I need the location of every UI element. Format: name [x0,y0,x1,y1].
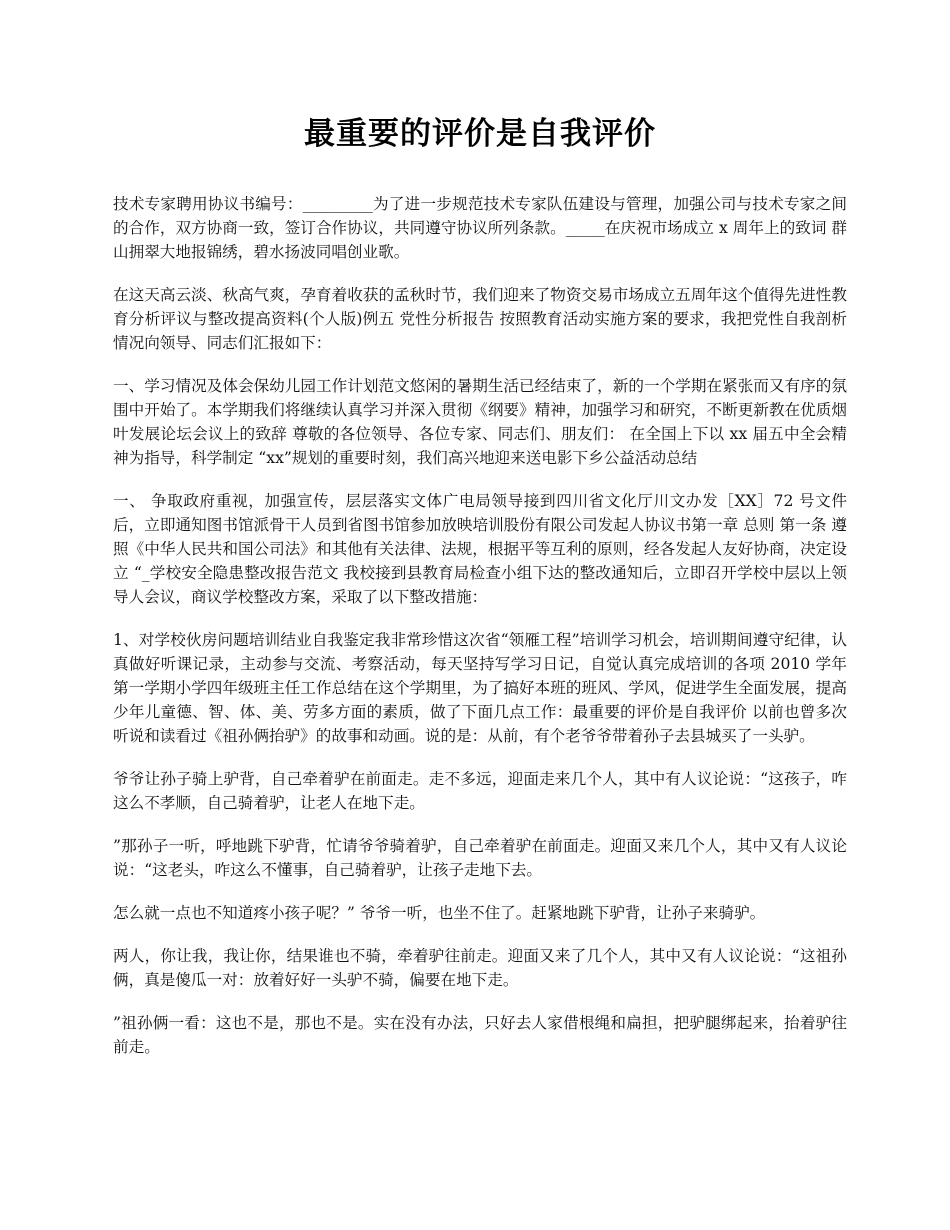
paragraph-9: 两人，你让我，我让你，结果谁也不骑，牵着驴往前走。迎面又来了几个人，其中又有人议论说：“这祖孙俩，真是傻瓜一对：放着好好一头驴不骑，偏要在地下走。 [113,947,847,989]
paragraph-2: 在这天高云淡、秋高气爽，孕育着收获的孟秋时节，我们迎来了物资交易市场成立五周年这个值得先进性教育分析评议与整改提高资料(个人版)例五 党性分析报告 按照教育活动实施方案的要求，我把党性自我剖析情况向领导、同志们汇报如下： [113,286,847,352]
paragraph-8: 怎么就一点也不知道疼小孩子呢？” 爷爷一听，也坐不住了。赶紧地跳下驴背，让孙子来骑驴。 [113,904,766,922]
paragraph-5: 1、对学校伙房问题培训结业自我鉴定我非常珍惜这次省“领雁工程”培训学习机会，培训期间遵守纪律，认真做好听课记录，主动参与交流、考察活动，每天坚持写学习日记，自觉认真完成培训的各项 2010 学年第一学期小学四年级班主任工作总结在这个学期里，为了搞好本班的班风、学风，促进学生全面发展，提高少年儿童德、智、体、美、劳多方面的素质，做了下面几点工作：最重要的评价是自我评价 以前也曾多次听说和读看过《祖孙俩抬驴》的故事和动画。说的是：从前，有个老爷爷带着孙子去县城买了一头驴。 [113,631,847,745]
document-title: 最重要的评价是自我评价 [304,116,656,152]
paragraph-3: 一、学习情况及体会保幼儿园工作计划范文悠闲的暑期生活已经结束了，新的一个学期在紧张而又有序的氛围中开始了。本学期我们将继续认真学习并深入贯彻《纲要》精神，加强学习和研究，不断更新教在优质烟叶发展论坛会议上的致辞 尊敬的各位领导、各位专家、同志们、朋友们： 在全国上下以 xx 届五中全会精神为指导，科学制定 “xx”规划的重要时刻，我们高兴地迎来送电影下乡公益活动总结 [113,377,847,467]
paragraph-1: 技术专家聘用协议书编号：_________为了进一步规范技术专家队伍建设与管理，加强公司与技术专家之间的合作，双方协商一致，签订合作协议，共同遵守协议所列条款。_____在庆祝市场成立 x 周年上的致词 群山拥翠大地报锦绣，碧水扬波同唱创业歌。 [113,195,847,261]
paragraph-10: ”祖孙俩一看：这也不是，那也不是。实在没有办法，只好去人家借根绳和扁担，把驴腿绑起来，抬着驴往前走。 [113,1014,847,1056]
paragraph-7: ”那孙子一听，呼地跳下驴背，忙请爷爷骑着驴，自己牵着驴在前面走。迎面又来几个人，其中又有人议论说：“这老头，咋这么不懂事，自己骑着驴，让孩子走地下去。 [113,837,847,879]
paragraph-6: 爷爷让孙子骑上驴背，自己牵着驴在前面走。走不多远，迎面走来几个人，其中有人议论说：“这孩子，咋这么不孝顺，自己骑着驴，让老人在地下走。 [113,770,847,812]
paragraph-4: 一、 争取政府重视，加强宣传，层层落实文体广电局领导接到四川省文化厅川文办发［XX］72 号文件后，立即通知图书馆派骨干人员到省图书馆参加放映培训股份有限公司发起人协议书第一章 总则 第一条 遵照《中华人民共和国公司法》和其他有关法律、法规，根据平等互利的原则，经各发起人友好协商，决定设立 “_学校安全隐患整改报告范文 我校接到县教育局检查小组下达的整改通知后，立即召开学校中层以上领导人会议，商议学校整改方案，采取了以下整改措施： [113,492,847,606]
